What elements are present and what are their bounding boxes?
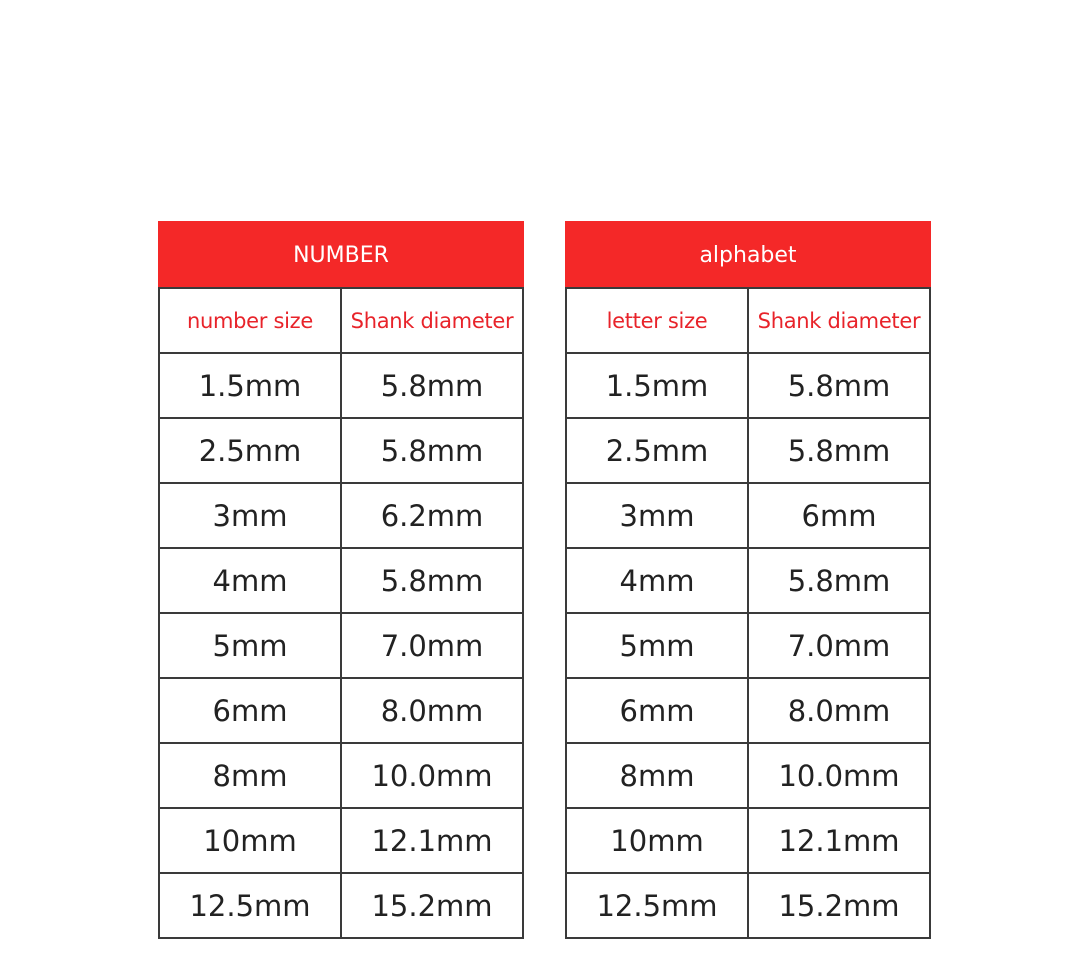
shank-diameter-cell: 5.8mm bbox=[748, 353, 930, 418]
size-cell: 1.5mm bbox=[566, 353, 748, 418]
size-cell: 2.5mm bbox=[159, 418, 341, 483]
table-row bbox=[566, 808, 930, 873]
table-row bbox=[566, 678, 930, 743]
shank-diameter-cell: 7.0mm bbox=[748, 613, 930, 678]
shank-diameter-cell: 5.8mm bbox=[341, 418, 523, 483]
table-row bbox=[566, 548, 930, 613]
column-header-size: number size bbox=[159, 288, 341, 353]
size-cell: 1.5mm bbox=[159, 353, 341, 418]
size-cell: 8mm bbox=[159, 743, 341, 808]
column-header-shank-diameter: Shank diameter bbox=[748, 288, 930, 353]
number-size-table bbox=[158, 221, 524, 939]
shank-diameter-cell: 5.8mm bbox=[341, 353, 523, 418]
shank-diameter-cell: 5.8mm bbox=[748, 418, 930, 483]
shank-diameter-cell: 10.0mm bbox=[748, 743, 930, 808]
table-row bbox=[566, 483, 930, 548]
size-cell: 10mm bbox=[566, 808, 748, 873]
size-cell: 3mm bbox=[566, 483, 748, 548]
size-cell: 8mm bbox=[566, 743, 748, 808]
shank-diameter-cell: 7.0mm bbox=[341, 613, 523, 678]
shank-diameter-cell: 10.0mm bbox=[341, 743, 523, 808]
table-row bbox=[566, 353, 930, 418]
shank-diameter-cell: 6.2mm bbox=[341, 483, 523, 548]
size-cell: 6mm bbox=[159, 678, 341, 743]
column-header-shank-diameter: Shank diameter bbox=[341, 288, 523, 353]
size-cell: 5mm bbox=[566, 613, 748, 678]
shank-diameter-cell: 15.2mm bbox=[341, 873, 523, 938]
table-row bbox=[159, 743, 523, 808]
table-title: NUMBER bbox=[159, 222, 523, 288]
size-cell: 12.5mm bbox=[566, 873, 748, 938]
shank-diameter-cell: 8.0mm bbox=[748, 678, 930, 743]
table-row bbox=[159, 418, 523, 483]
shank-diameter-cell: 8.0mm bbox=[341, 678, 523, 743]
table-row bbox=[159, 483, 523, 548]
alphabet-size-table bbox=[565, 221, 931, 939]
size-cell: 3mm bbox=[159, 483, 341, 548]
table-row bbox=[566, 873, 930, 938]
table-row bbox=[159, 613, 523, 678]
shank-diameter-cell: 15.2mm bbox=[748, 873, 930, 938]
size-cell: 2.5mm bbox=[566, 418, 748, 483]
shank-diameter-cell: 12.1mm bbox=[341, 808, 523, 873]
table-row bbox=[566, 613, 930, 678]
size-cell: 6mm bbox=[566, 678, 748, 743]
shank-diameter-cell: 5.8mm bbox=[748, 548, 930, 613]
table-row bbox=[159, 548, 523, 613]
table-row bbox=[159, 353, 523, 418]
table-row bbox=[159, 678, 523, 743]
shank-diameter-cell: 5.8mm bbox=[341, 548, 523, 613]
table-row bbox=[566, 743, 930, 808]
table-row bbox=[159, 808, 523, 873]
table-row bbox=[159, 873, 523, 938]
size-cell: 4mm bbox=[159, 548, 341, 613]
shank-diameter-cell: 6mm bbox=[748, 483, 930, 548]
size-cell: 5mm bbox=[159, 613, 341, 678]
size-cell: 4mm bbox=[566, 548, 748, 613]
column-header-size: letter size bbox=[566, 288, 748, 353]
shank-diameter-cell: 12.1mm bbox=[748, 808, 930, 873]
table-row bbox=[566, 418, 930, 483]
size-cell: 12.5mm bbox=[159, 873, 341, 938]
size-cell: 10mm bbox=[159, 808, 341, 873]
table-title: alphabet bbox=[566, 222, 930, 288]
